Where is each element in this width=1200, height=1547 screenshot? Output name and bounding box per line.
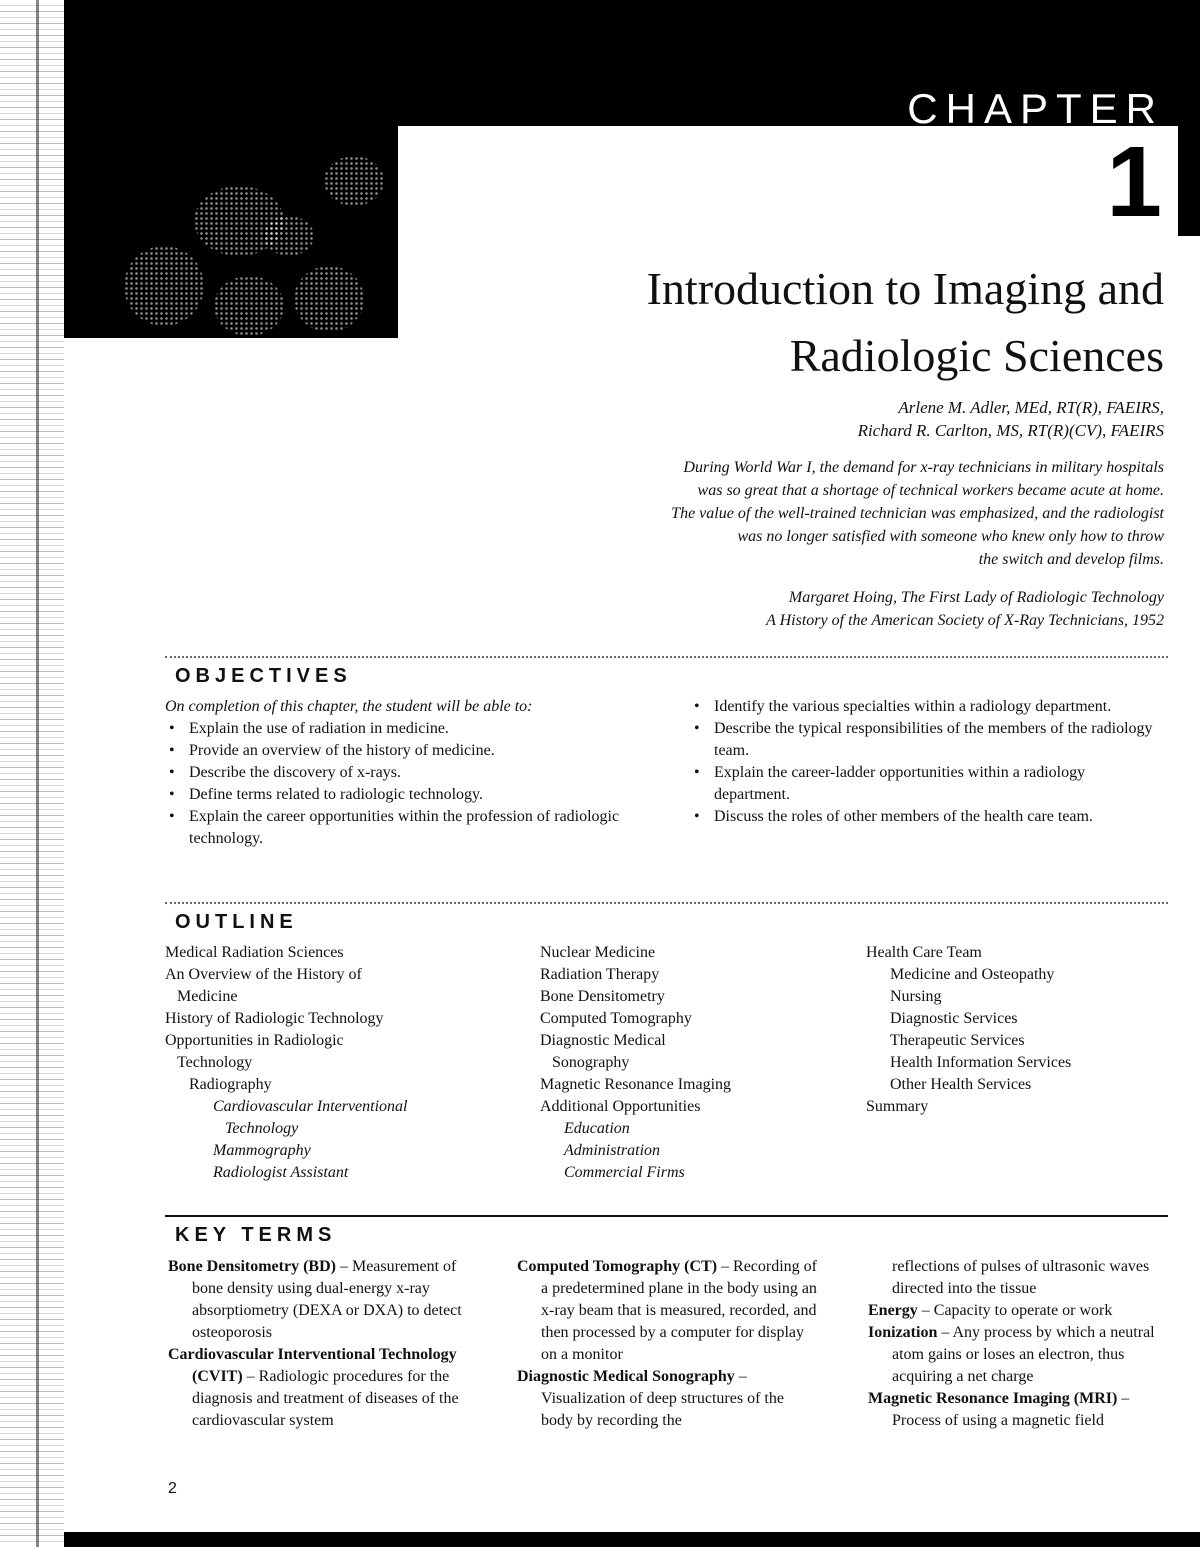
outline-item: Education xyxy=(564,1120,630,1137)
key-terms-column-3 xyxy=(868,1256,1172,1432)
outline-item: Summary xyxy=(866,1098,929,1115)
key-term-definition: – Recording of a predetermined plane in the body using an x-ray beam that is measured, recorded, and then processed by a computer for display on a monitor xyxy=(541,1258,818,1363)
citation-line: Margaret Hoing, The First Lady of Radiologic Technology xyxy=(788,589,1164,606)
key-term-entry xyxy=(868,1388,1172,1432)
author-1: Arlene M. Adler, MEd, RT(R), FAEIRS, xyxy=(898,398,1164,417)
outline-item: Radiologist Assistant xyxy=(213,1164,349,1181)
citation-line: A History of the American Society of X-Ray Technicians, 1952 xyxy=(766,612,1164,629)
scan-bottom-edge xyxy=(64,1532,1200,1547)
epigraph-line: During World War I, the demand for x-ray technicians in military hospitals xyxy=(683,459,1164,476)
key-term-definition: – Any process by which a neutral atom gains or loses an electron, thus acquiring a net charge xyxy=(892,1324,1155,1385)
key-term: Energy xyxy=(868,1302,918,1319)
objective-item: • Explain the use of radiation in medicine. xyxy=(165,718,635,740)
objective-item: • Describe the discovery of x-rays. xyxy=(165,762,635,784)
objective-item: • Define terms related to radiologic technology. xyxy=(165,784,635,806)
section-divider xyxy=(165,1215,1168,1217)
key-term-entry xyxy=(517,1366,817,1432)
key-term: Bone Densitometry (BD) xyxy=(168,1258,336,1275)
key-term-entry xyxy=(868,1322,1172,1388)
outline-item: Magnetic Resonance Imaging xyxy=(540,1076,732,1093)
outline-item: Therapeutic Services xyxy=(890,1032,1025,1049)
chapter-opener-image xyxy=(64,126,398,338)
key-term-entry xyxy=(168,1344,468,1432)
objective-item: • Provide an overview of the history of medicine. xyxy=(165,740,635,762)
objectives-intro: On completion of this chapter, the student will be able to: xyxy=(165,698,533,715)
key-term: Diagnostic Medical Sonography xyxy=(517,1368,735,1385)
outline-column-2 xyxy=(540,942,840,1184)
key-term-entry xyxy=(168,1256,468,1344)
chapter-banner-edge xyxy=(1178,126,1200,236)
outline-item: History of Radiologic Technology xyxy=(165,1010,384,1027)
outline-item: Administration xyxy=(564,1142,661,1159)
outline-item: Technology xyxy=(225,1120,299,1137)
key-term-definition: – Measurement of bone density using dual-energy x-ray absorptiometry (DEXA or DXA) to detect osteoporosis xyxy=(192,1258,462,1341)
outline-item: Mammography xyxy=(213,1142,311,1159)
outline-item: Diagnostic Services xyxy=(890,1010,1018,1027)
page-number: 2 xyxy=(168,1480,177,1497)
key-term-continuation: reflections of pulses of ultrasonic waves directed into the tissue xyxy=(892,1258,1150,1297)
scan-edge xyxy=(0,0,64,1547)
outline-item: Technology xyxy=(177,1054,253,1071)
outline-column-1 xyxy=(165,942,525,1184)
epigraph-line: was no longer satisfied with someone who knew only how to throw xyxy=(737,528,1164,545)
authors xyxy=(858,396,1164,442)
outline-item: Other Health Services xyxy=(890,1076,1032,1093)
epigraph xyxy=(484,456,1164,571)
outline-item: Diagnostic Medical xyxy=(540,1032,666,1049)
outline-item: An Overview of the History of xyxy=(165,966,362,983)
objectives-left-column xyxy=(165,696,635,850)
key-term: Ionization xyxy=(868,1324,938,1341)
key-terms-heading: KEY TERMS xyxy=(175,1224,337,1246)
key-terms-column-1 xyxy=(168,1256,468,1432)
epigraph-line: The value of the well-trained technician was emphasized, and the radiologist xyxy=(671,505,1164,522)
key-term-definition: – Radiologic procedures for the diagnosis and treatment of diseases of the cardiovascular system xyxy=(192,1368,459,1429)
outline-item: Health Care Team xyxy=(866,944,982,961)
objective-item: • Explain the career-ladder opportunities within a radiology department. xyxy=(690,762,1165,806)
section-divider xyxy=(165,902,1168,904)
objective-item: • Discuss the roles of other members of the health care team. xyxy=(690,806,1165,828)
key-term-definition: – Visualization of deep structures of the body by recording the xyxy=(541,1368,784,1429)
objective-item: • Identify the various specialties within a radiology department. xyxy=(690,696,1165,718)
outline-item: Health Information Services xyxy=(890,1054,1072,1071)
title-line-2: Radiologic Sciences xyxy=(789,330,1164,381)
key-term: Cardiovascular Interventional Technology (CVIT) xyxy=(168,1346,457,1385)
key-terms-column-2 xyxy=(517,1256,817,1432)
objectives-heading: OBJECTIVES xyxy=(175,665,352,687)
author-2: Richard R. Carlton, MS, RT(R)(CV), FAEIRS xyxy=(857,421,1164,440)
outline-item: Opportunities in Radiologic xyxy=(165,1032,344,1049)
section-divider xyxy=(165,656,1168,658)
outline-item: Sonography xyxy=(552,1054,630,1071)
outline-item: Radiography xyxy=(189,1076,272,1093)
key-term: Computed Tomography (CT) xyxy=(517,1258,718,1275)
key-term-entry xyxy=(868,1300,1172,1322)
epigraph-line: was so great that a shortage of technical workers became acute at home. xyxy=(697,482,1164,499)
key-term: Magnetic Resonance Imaging (MRI) xyxy=(868,1390,1118,1407)
chapter-label: CHAPTER xyxy=(907,85,1164,132)
outline-item: Medicine and Osteopathy xyxy=(890,966,1055,983)
key-term-definition: – Process of using a magnetic field xyxy=(892,1390,1130,1429)
outline-column-3 xyxy=(866,942,1166,1118)
epigraph-citation xyxy=(766,586,1164,632)
outline-item: Computed Tomography xyxy=(540,1010,692,1027)
outline-item: Cardiovascular Interventional xyxy=(213,1098,408,1115)
title-line-1: Introduction to Imaging and xyxy=(646,263,1164,314)
outline-item: Medicine xyxy=(177,988,238,1005)
objective-item: • Explain the career opportunities within the profession of radiologic technology. xyxy=(165,806,635,850)
outline-item: Nursing xyxy=(890,988,942,1005)
outline-item: Additional Opportunities xyxy=(540,1098,701,1115)
outline-item: Bone Densitometry xyxy=(540,988,665,1005)
epigraph-line: the switch and develop films. xyxy=(978,551,1164,568)
outline-item: Nuclear Medicine xyxy=(540,944,656,961)
outline-item: Commercial Firms xyxy=(564,1164,685,1181)
outline-item: Medical Radiation Sciences xyxy=(165,944,344,961)
chapter-number: 1 xyxy=(1106,126,1162,238)
outline-item: Radiation Therapy xyxy=(540,966,660,983)
objectives-right-column xyxy=(690,696,1165,828)
chapter-title xyxy=(464,255,1164,389)
outline-heading: OUTLINE xyxy=(175,911,298,933)
key-term-definition: – Capacity to operate or work xyxy=(917,1302,1113,1319)
key-term-entry xyxy=(517,1256,817,1366)
objective-item: • Describe the typical responsibilities of the members of the radiology team. xyxy=(690,718,1165,762)
